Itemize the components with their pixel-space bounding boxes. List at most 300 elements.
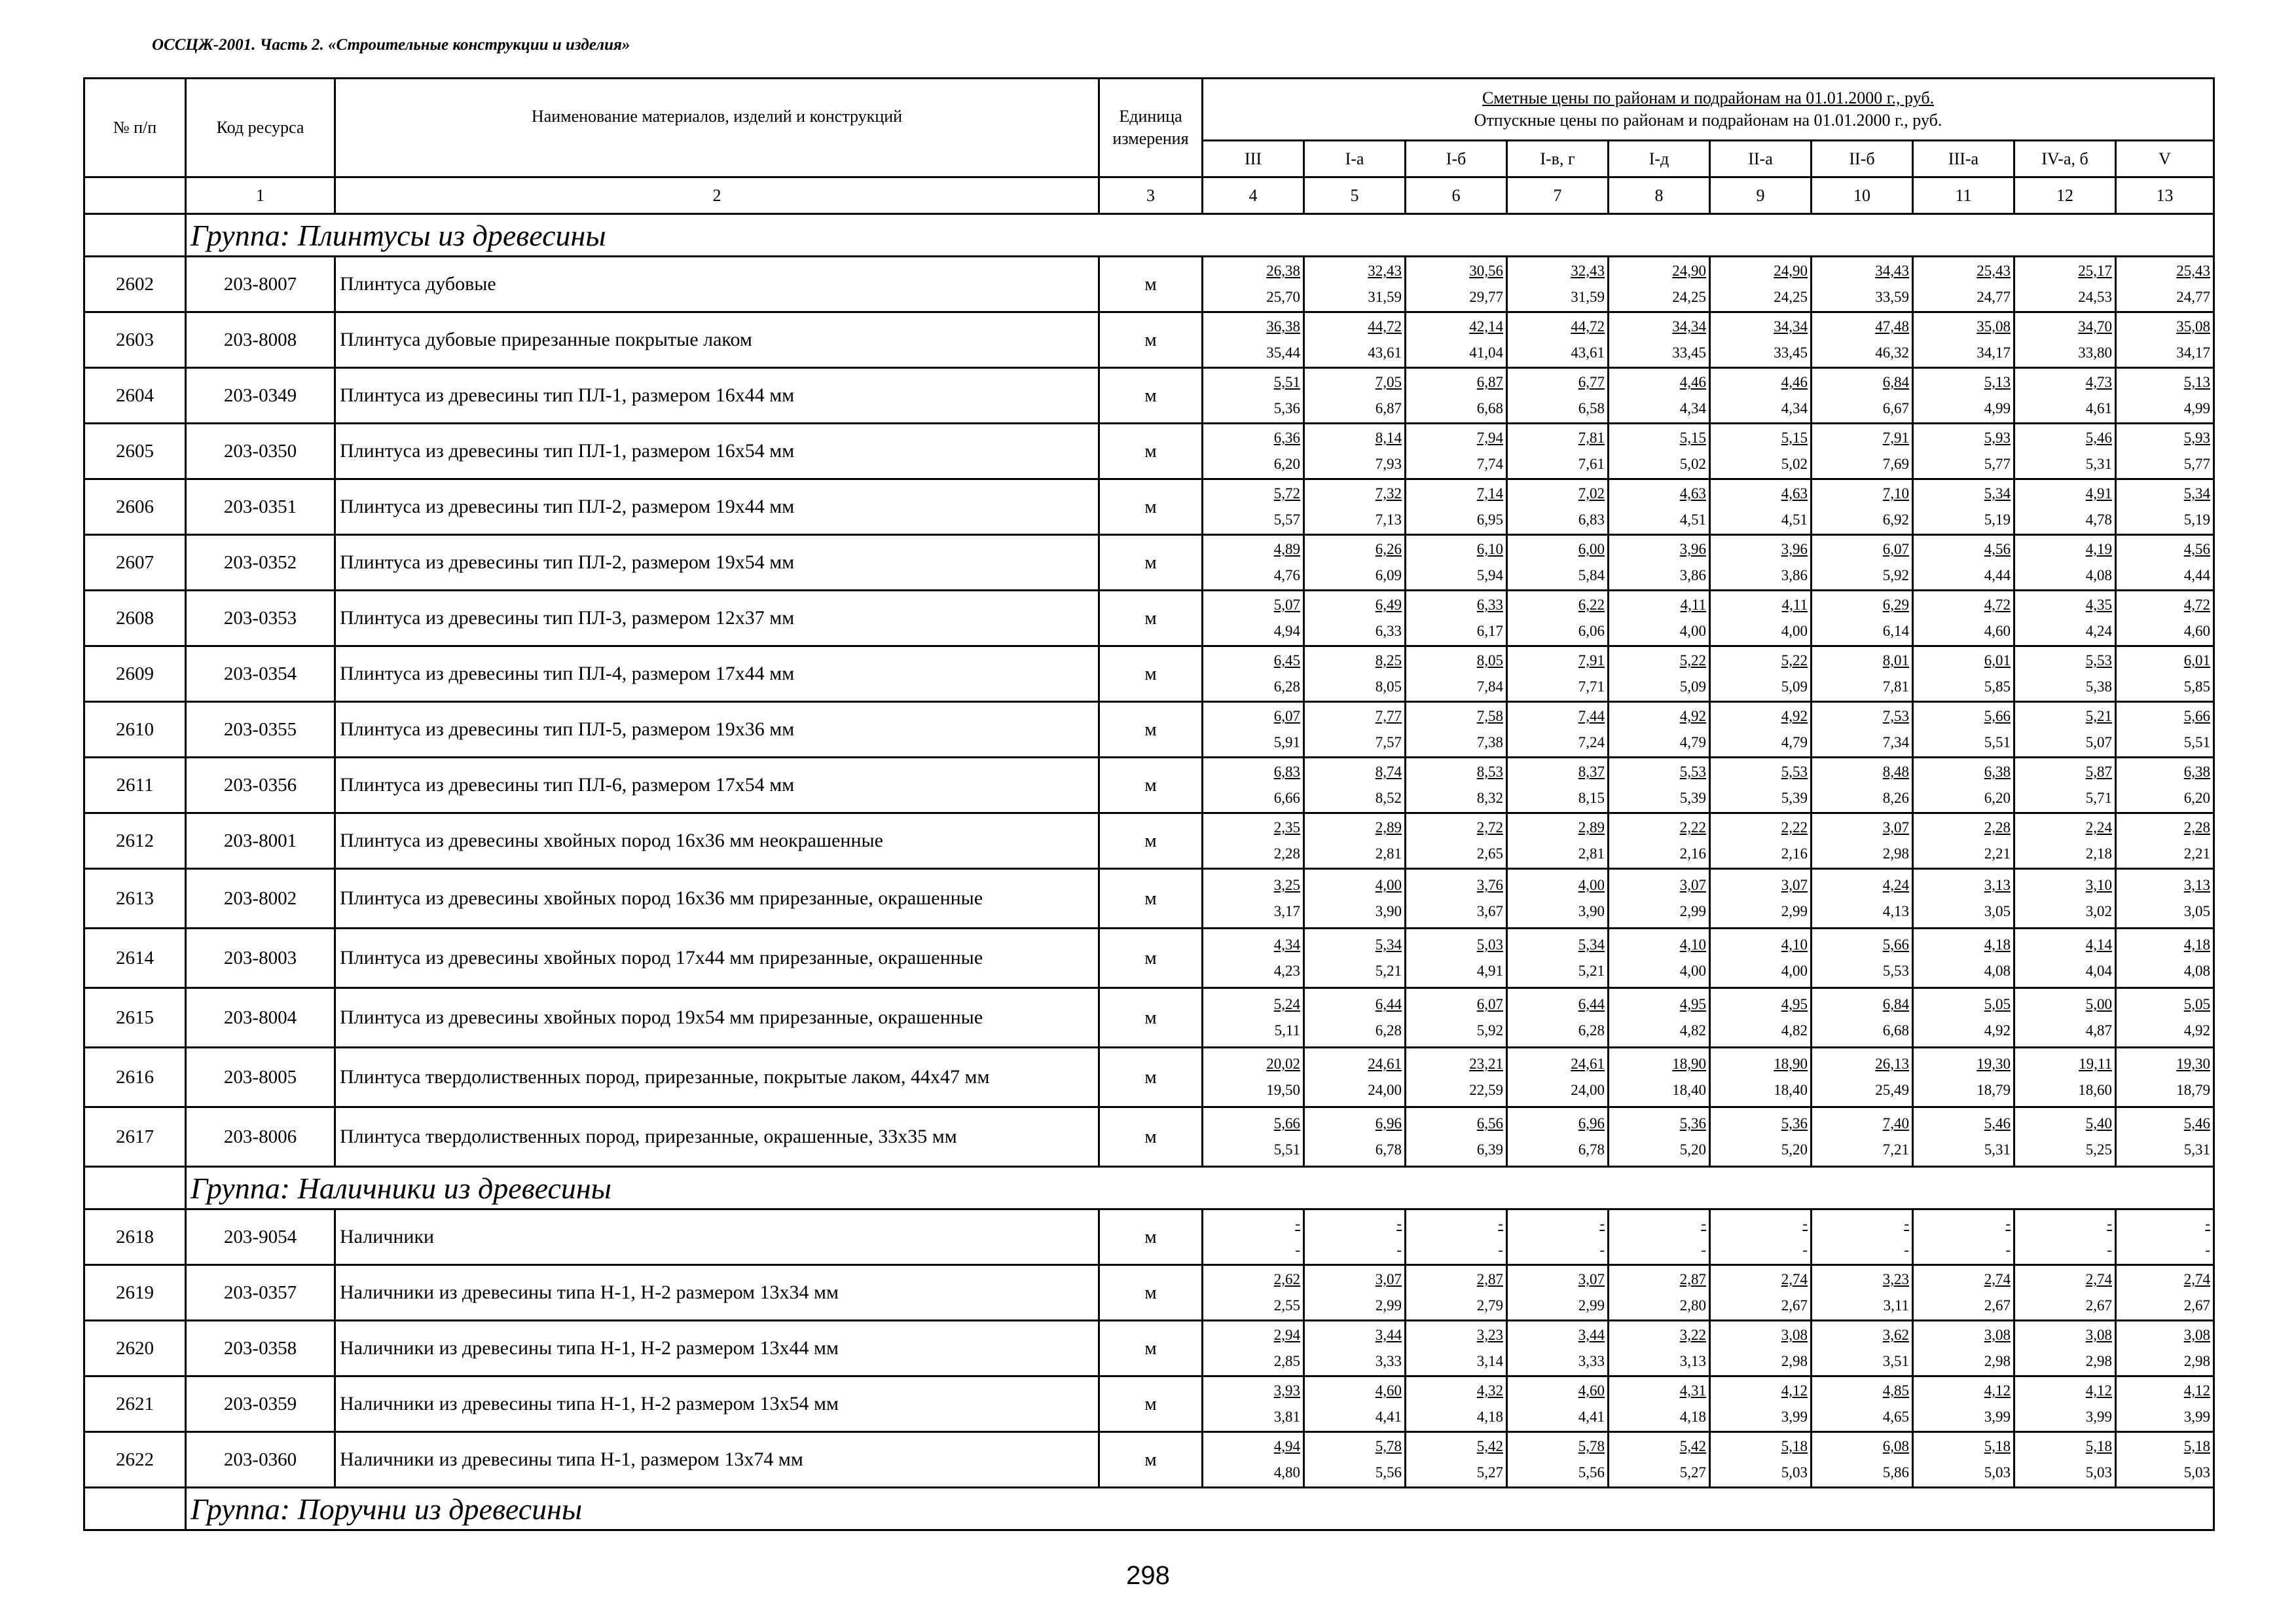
release-price: 5,31 [2183, 1141, 2211, 1158]
release-price: 4,23 [1273, 963, 1300, 979]
region-header: III [1203, 141, 1304, 177]
price-cell [2014, 424, 2116, 479]
price-cell [2014, 257, 2116, 312]
item-name: Плинтуса твердолиственных пород, прирезанные, покрытые лаком, 44х47 мм [335, 1048, 1099, 1107]
price-cell [1406, 869, 1507, 929]
release-price: 5,20 [1679, 1141, 1706, 1158]
price-cell [1710, 1321, 1812, 1376]
release-price: 5,11 [1274, 1022, 1300, 1039]
release-price: 6,28 [1273, 678, 1300, 695]
estimate-price: 3,07 [1882, 819, 1909, 836]
release-price: 7,38 [1476, 734, 1503, 750]
resource-code: 203-8007 [186, 257, 335, 312]
price-table [83, 77, 2215, 1531]
price-cell [1812, 929, 1913, 988]
release-price: 7,13 [1375, 511, 1402, 528]
estimate-price: - [1599, 1215, 1605, 1232]
price-cell [2014, 929, 2116, 988]
estimate-price: 4,18 [1984, 936, 2011, 953]
release-price: 4,04 [2085, 963, 2112, 979]
release-price: 2,99 [1375, 1297, 1402, 1314]
price-cell [1406, 535, 1507, 591]
price-cell [1609, 1048, 1710, 1107]
release-price: 2,55 [1273, 1297, 1300, 1314]
estimate-price: 4,10 [1781, 936, 1808, 953]
resource-code: 203-0355 [186, 702, 335, 758]
release-price: 6,06 [1578, 623, 1605, 639]
resource-code: 203-0356 [186, 758, 335, 813]
item-name: Наличники из древесины типа Н-1, размером 13х74 мм [335, 1432, 1099, 1488]
estimate-price: 3,44 [1578, 1327, 1605, 1343]
estimate-price: 3,93 [1273, 1382, 1300, 1399]
header-estimate-prices: Сметные цены по районам и подрайонам на 01.01.2000 г., руб. [1482, 88, 1935, 107]
price-cell [1304, 646, 1406, 702]
estimate-price: 34,70 [2078, 318, 2112, 335]
row-number: 2606 [84, 479, 186, 535]
price-cell [1507, 424, 1609, 479]
price-cell [1203, 869, 1304, 929]
estimate-price: 25,17 [2078, 263, 2112, 279]
estimate-price: 7,05 [1375, 374, 1402, 390]
price-cell [1812, 869, 1913, 929]
table-row [84, 1321, 2214, 1376]
price-cell [1203, 257, 1304, 312]
estimate-price: 4,46 [1679, 374, 1706, 390]
region-header: I-б [1406, 141, 1507, 177]
price-cell [1913, 1321, 2014, 1376]
estimate-price: 5,78 [1578, 1438, 1605, 1454]
estimate-price: 20,02 [1266, 1056, 1300, 1072]
price-cell [1304, 591, 1406, 646]
release-price: 6,14 [1882, 623, 1909, 639]
estimate-price: 5,18 [1781, 1438, 1808, 1454]
estimate-price: 3,23 [1476, 1327, 1503, 1343]
unit: м [1099, 1265, 1203, 1321]
resource-code: 203-0353 [186, 591, 335, 646]
price-cell [2014, 1209, 2116, 1265]
row-number: 2622 [84, 1432, 186, 1488]
estimate-price: - [1904, 1215, 1909, 1232]
price-cell [1507, 929, 1609, 988]
unit: м [1099, 312, 1203, 368]
release-price: 7,21 [1882, 1141, 1909, 1158]
release-price: 24,53 [2078, 289, 2112, 305]
price-cell [1609, 988, 1710, 1048]
estimate-price: 7,40 [1882, 1115, 1909, 1132]
unit: м [1099, 929, 1203, 988]
release-price: 2,16 [1679, 845, 1706, 862]
region-header: I-в, г [1507, 141, 1609, 177]
release-price: 5,03 [1781, 1464, 1808, 1481]
region-header: I-а [1304, 141, 1406, 177]
estimate-price: 19,30 [2176, 1056, 2211, 1072]
price-cell [1304, 1048, 1406, 1107]
resource-code: 203-8002 [186, 869, 335, 929]
price-cell [1203, 1209, 1304, 1265]
price-cell [1609, 479, 1710, 535]
item-name: Плинтуса из древесины хвойных пород 19х54 мм прирезанные, окрашенные [335, 988, 1099, 1048]
price-cell [1406, 479, 1507, 535]
row-number: 2607 [84, 535, 186, 591]
price-cell [1710, 758, 1812, 813]
price-cell [2014, 368, 2116, 424]
resource-code: 203-8001 [186, 813, 335, 869]
estimate-price: 5,34 [1375, 936, 1402, 953]
estimate-price: 5,46 [1984, 1115, 2011, 1132]
item-name: Плинтуса из древесины тип ПЛ-2, размером 19х54 мм [335, 535, 1099, 591]
estimate-price: 26,13 [1875, 1056, 1909, 1072]
release-price: - [1701, 1242, 1706, 1258]
estimate-price: 7,14 [1476, 485, 1503, 502]
estimate-price: 6,38 [1984, 764, 2011, 780]
estimate-price: 2,87 [1679, 1271, 1706, 1287]
price-cell [1609, 758, 1710, 813]
release-price: 7,57 [1375, 734, 1402, 750]
unit: м [1099, 591, 1203, 646]
price-cell [2014, 1321, 2116, 1376]
release-price: 4,44 [2183, 567, 2211, 583]
price-cell [1203, 591, 1304, 646]
estimate-price: 5,78 [1375, 1438, 1402, 1454]
release-price: 7,84 [1476, 678, 1503, 695]
release-price: - [1295, 1242, 1300, 1258]
release-price: 24,25 [1672, 289, 1706, 305]
unit: м [1099, 257, 1203, 312]
estimate-price: 5,13 [1984, 374, 2011, 390]
estimate-price: 6,22 [1578, 597, 1605, 613]
release-price: 5,77 [1984, 456, 2011, 472]
estimate-price: 23,21 [1469, 1056, 1503, 1072]
price-cell [2116, 479, 2214, 535]
table-row [84, 1107, 2214, 1167]
release-price: - [1498, 1242, 1503, 1258]
price-cell [1304, 869, 1406, 929]
release-price: - [2107, 1242, 2112, 1258]
price-cell [1812, 646, 1913, 702]
estimate-price: 2,74 [1781, 1271, 1808, 1287]
price-cell [2116, 1265, 2214, 1321]
item-name: Плинтуса из древесины хвойных пород 16х36 мм неокрашенные [335, 813, 1099, 869]
item-name: Плинтуса из древесины тип ПЛ-1, размером 16х44 мм [335, 368, 1099, 424]
release-price: - [1802, 1242, 1808, 1258]
price-cell [1913, 988, 2014, 1048]
price-cell [1913, 1107, 2014, 1167]
table-row [84, 1376, 2214, 1432]
column-number-row [84, 177, 2214, 214]
release-price: - [1396, 1242, 1402, 1258]
unit: м [1099, 758, 1203, 813]
row-number: 2608 [84, 591, 186, 646]
price-cell [1203, 929, 1304, 988]
estimate-price: 4,24 [1882, 877, 1909, 893]
price-cell [2116, 1048, 2214, 1107]
estimate-price: 4,60 [1375, 1382, 1402, 1399]
estimate-price: 4,00 [1375, 877, 1402, 893]
price-cell [1913, 368, 2014, 424]
price-cell [2116, 368, 2214, 424]
estimate-price: 34,34 [1774, 318, 1808, 335]
release-price: 4,92 [1984, 1022, 2011, 1039]
estimate-price: 4,72 [1984, 597, 2011, 613]
release-price: 4,79 [1679, 734, 1706, 750]
price-cell [1609, 1432, 1710, 1488]
release-price: 2,18 [2085, 845, 2112, 862]
release-price: 3,17 [1273, 903, 1300, 919]
row-number: 2611 [84, 758, 186, 813]
estimate-price: 5,66 [2183, 708, 2211, 724]
price-cell [1710, 646, 1812, 702]
release-price: 5,02 [1781, 456, 1808, 472]
price-cell [2014, 1376, 2116, 1432]
release-price: 35,44 [1266, 344, 1300, 361]
column-number: 11 [1913, 177, 2014, 214]
price-cell [1609, 1265, 1710, 1321]
price-cell [1507, 479, 1609, 535]
estimate-price: 36,38 [1266, 318, 1300, 335]
table-row [84, 702, 2214, 758]
release-price: 5,27 [1679, 1464, 1706, 1481]
release-price: 43,61 [1368, 344, 1402, 361]
release-price: 24,00 [1368, 1082, 1402, 1098]
estimate-price: 2,35 [1273, 819, 1300, 836]
row-number: 2616 [84, 1048, 186, 1107]
estimate-price: 32,43 [1368, 263, 1402, 279]
price-cell [1406, 368, 1507, 424]
release-price: 18,79 [2176, 1082, 2211, 1098]
price-cell [1507, 312, 1609, 368]
estimate-price: 7,32 [1375, 485, 1402, 502]
estimate-price: - [2205, 1215, 2211, 1232]
release-price: 5,92 [1882, 567, 1909, 583]
estimate-price: 5,36 [1679, 1115, 1706, 1132]
price-cell [1710, 368, 1812, 424]
release-price: 5,84 [1578, 567, 1605, 583]
estimate-price: 8,25 [1375, 652, 1402, 669]
estimate-price: 26,38 [1266, 263, 1300, 279]
estimate-price: 4,31 [1679, 1382, 1706, 1399]
release-price: 6,20 [2183, 790, 2211, 806]
price-cell [1710, 1376, 1812, 1432]
price-cell [1913, 591, 2014, 646]
estimate-price: 6,38 [2183, 764, 2211, 780]
price-cell [2014, 1107, 2116, 1167]
price-cell [1203, 813, 1304, 869]
region-header: IV-а, б [2014, 141, 2116, 177]
region-header: III-а [1913, 141, 2014, 177]
estimate-price: 5,24 [1273, 996, 1300, 1012]
release-price: 7,74 [1476, 456, 1503, 472]
price-cell [1609, 813, 1710, 869]
estimate-price: 7,58 [1476, 708, 1503, 724]
item-name: Плинтуса дубовые [335, 257, 1099, 312]
unit: м [1099, 988, 1203, 1048]
estimate-price: 4,32 [1476, 1382, 1503, 1399]
unit: м [1099, 535, 1203, 591]
release-price: 3,90 [1578, 903, 1605, 919]
estimate-price: 5,53 [1781, 764, 1808, 780]
release-price: 4,00 [1679, 623, 1706, 639]
release-price: 6,83 [1578, 511, 1605, 528]
estimate-price: 4,92 [1679, 708, 1706, 724]
row-number: 2612 [84, 813, 186, 869]
estimate-price: 6,01 [1984, 652, 2011, 669]
price-cell [1812, 1321, 1913, 1376]
group-spacer [84, 1488, 186, 1530]
release-price: 31,59 [1571, 289, 1605, 305]
price-cell [1913, 702, 2014, 758]
estimate-price: 6,44 [1375, 996, 1402, 1012]
price-cell [1304, 1265, 1406, 1321]
unit: м [1099, 424, 1203, 479]
release-price: 2,80 [1679, 1297, 1706, 1314]
resource-code: 203-8004 [186, 988, 335, 1048]
price-cell [1812, 702, 1913, 758]
header-name: Наименование материалов, изделий и конструкций [335, 79, 1099, 177]
price-cell [1406, 1265, 1507, 1321]
price-cell [2116, 1209, 2214, 1265]
price-cell [2116, 702, 2214, 758]
estimate-price: 5,07 [1273, 597, 1300, 613]
table-row [84, 1048, 2214, 1107]
estimate-price: 4,89 [1273, 541, 1300, 557]
price-cell [1812, 758, 1913, 813]
estimate-price: 5,36 [1781, 1115, 1808, 1132]
estimate-price: 42,14 [1469, 318, 1503, 335]
release-price: 18,79 [1977, 1082, 2011, 1098]
region-header: II-б [1812, 141, 1913, 177]
price-cell [1913, 1209, 2014, 1265]
release-price: 25,70 [1266, 289, 1300, 305]
estimate-price: 4,63 [1781, 485, 1808, 502]
release-price: - [1904, 1242, 1909, 1258]
release-price: 6,17 [1476, 623, 1503, 639]
row-number: 2613 [84, 869, 186, 929]
price-cell [1609, 424, 1710, 479]
release-price: 4,99 [2183, 400, 2211, 416]
estimate-price: 2,74 [2183, 1271, 2211, 1287]
release-price: 4,08 [1984, 963, 2011, 979]
release-price: 4,99 [1984, 400, 2011, 416]
row-number: 2618 [84, 1209, 186, 1265]
estimate-price: 3,96 [1679, 541, 1706, 557]
release-price: 7,93 [1375, 456, 1402, 472]
price-cell [1406, 1048, 1507, 1107]
resource-code: 203-0349 [186, 368, 335, 424]
price-cell [1507, 869, 1609, 929]
estimate-price: 6,08 [1882, 1438, 1909, 1454]
release-price: 2,85 [1273, 1353, 1300, 1369]
estimate-price: 2,94 [1273, 1327, 1300, 1343]
price-cell [1609, 368, 1710, 424]
estimate-price: 7,91 [1882, 430, 1909, 446]
price-cell [1507, 1376, 1609, 1432]
group-title: Группа: Наличники из древесины [186, 1167, 2214, 1209]
release-price: 7,34 [1882, 734, 1909, 750]
release-price: 5,36 [1273, 400, 1300, 416]
column-number-blank [84, 177, 186, 214]
release-price: 5,56 [1578, 1464, 1605, 1481]
release-price: 5,51 [1984, 734, 2011, 750]
estimate-price: 7,91 [1578, 652, 1605, 669]
region-header: V [2116, 141, 2214, 177]
release-price: 33,45 [1774, 344, 1808, 361]
unit: м [1099, 702, 1203, 758]
estimate-price: 8,74 [1375, 764, 1402, 780]
estimate-price: 3,08 [1984, 1327, 2011, 1343]
region-header: I-д [1609, 141, 1710, 177]
release-price: 6,95 [1476, 511, 1503, 528]
estimate-price: 5,72 [1273, 485, 1300, 502]
price-cell [1507, 758, 1609, 813]
price-cell [1203, 1321, 1304, 1376]
release-price: 6,28 [1375, 1022, 1402, 1039]
resource-code: 203-0358 [186, 1321, 335, 1376]
item-name: Плинтуса из древесины хвойных пород 16х36 мм прирезанные, окрашенные [335, 869, 1099, 929]
page-number: 298 [1126, 1561, 1170, 1590]
row-number: 2615 [84, 988, 186, 1048]
release-price: 7,71 [1578, 678, 1605, 695]
price-cell [1812, 1376, 1913, 1432]
estimate-price: 4,11 [1781, 597, 1808, 613]
price-cell [1406, 312, 1507, 368]
estimate-price: 5,34 [1578, 936, 1605, 953]
estimate-price: 18,90 [1774, 1056, 1808, 1072]
estimate-price: 4,95 [1679, 996, 1706, 1012]
unit: м [1099, 1432, 1203, 1488]
table-row [84, 646, 2214, 702]
estimate-price: 4,00 [1578, 877, 1605, 893]
estimate-price: 7,53 [1882, 708, 1909, 724]
price-cell [1913, 535, 2014, 591]
release-price: 2,67 [2085, 1297, 2112, 1314]
row-number: 2617 [84, 1107, 186, 1167]
price-cell [2116, 988, 2214, 1048]
release-price: 4,51 [1781, 511, 1808, 528]
estimate-price: 6,36 [1273, 430, 1300, 446]
estimate-price: 2,72 [1476, 819, 1503, 836]
release-price: 7,69 [1882, 456, 1909, 472]
release-price: - [2205, 1242, 2211, 1258]
price-cell [1507, 1107, 1609, 1167]
table-row [84, 535, 2214, 591]
estimate-price: 6,29 [1882, 597, 1909, 613]
estimate-price: 6,87 [1476, 374, 1503, 390]
group-row [84, 1488, 2214, 1530]
release-price: 6,78 [1578, 1141, 1605, 1158]
price-cell [1304, 988, 1406, 1048]
price-cell [1710, 479, 1812, 535]
price-cell [1913, 312, 2014, 368]
resource-code: 203-0357 [186, 1265, 335, 1321]
table-row [84, 758, 2214, 813]
release-price: 3,33 [1578, 1353, 1605, 1369]
price-cell [1913, 1048, 2014, 1107]
price-cell [1812, 1209, 1913, 1265]
release-price: 5,85 [1984, 678, 2011, 695]
item-name: Плинтуса из древесины тип ПЛ-4, размером 17х44 мм [335, 646, 1099, 702]
estimate-price: 2,87 [1476, 1271, 1503, 1287]
price-cell [1609, 869, 1710, 929]
price-cell [1609, 646, 1710, 702]
estimate-price: 6,45 [1273, 652, 1300, 669]
estimate-price: 5,34 [2183, 485, 2211, 502]
price-cell [2014, 312, 2116, 368]
estimate-price: 3,44 [1375, 1327, 1402, 1343]
table-row [84, 929, 2214, 988]
unit: м [1099, 646, 1203, 702]
release-price: 18,40 [1672, 1082, 1706, 1098]
price-cell [2014, 869, 2116, 929]
